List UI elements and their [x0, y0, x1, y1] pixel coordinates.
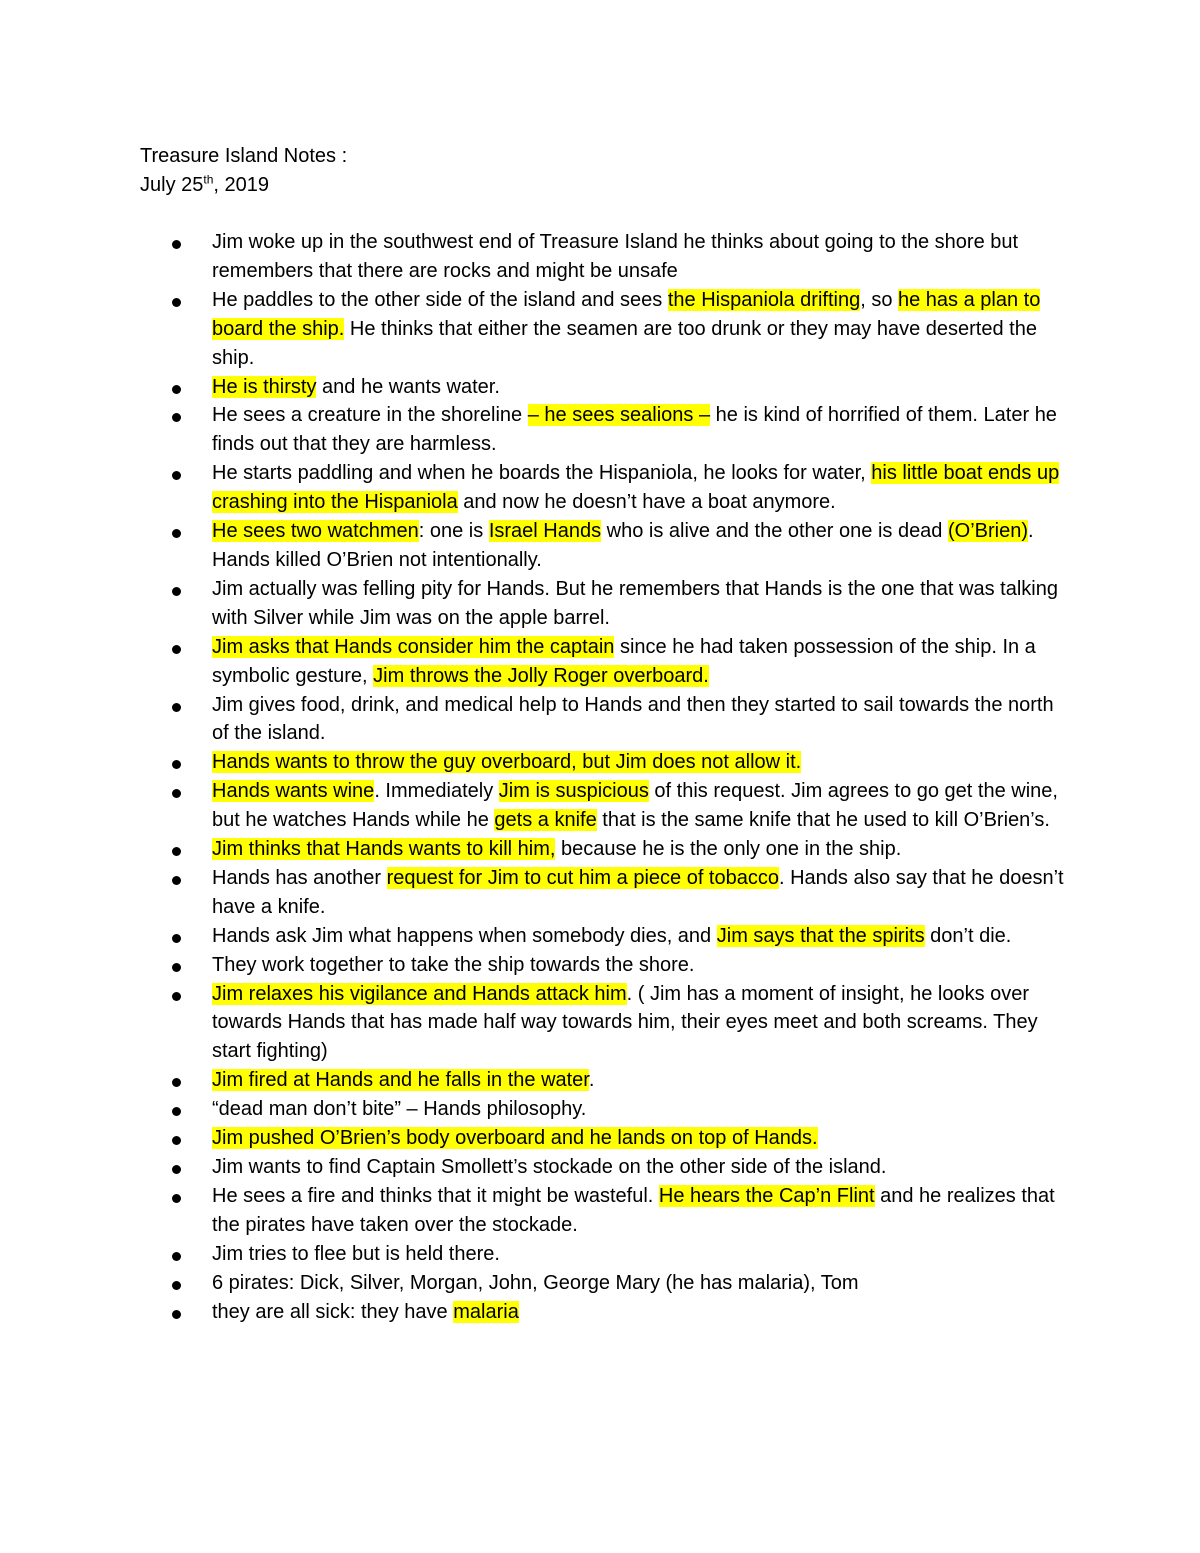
- list-item: [140, 1153, 1070, 1182]
- bullet-icon: [172, 385, 181, 394]
- note-text: don’t die.: [924, 924, 1012, 947]
- highlighted-text: Jim thinks that Hands wants to kill him,: [212, 838, 556, 861]
- note-text: who is alive and the other one is dead: [601, 520, 948, 543]
- note-text: 6 pirates: Dick, Silver, Morgan, John, George Mary (he has malaria), Tom: [212, 1271, 859, 1294]
- list-item: [140, 691, 1070, 749]
- bullet-icon: [172, 413, 181, 422]
- note-text: He starts paddling and when he boards the Hispaniola, he looks for water,: [212, 462, 872, 485]
- bullet-icon: [172, 1310, 181, 1319]
- list-item: [140, 748, 1070, 777]
- highlighted-text: gets a knife: [494, 809, 597, 832]
- highlighted-text: (O’Brien): [948, 520, 1029, 543]
- note-text: He sees a fire and thinks that it might be wasteful.: [212, 1184, 659, 1207]
- highlighted-text: he has a plan to board the ship.: [212, 288, 1041, 340]
- list-item: [140, 1269, 1070, 1298]
- notes-date: [140, 171, 347, 200]
- note-text: and he realizes that the pirates have taken over the stockade.: [212, 1184, 1055, 1236]
- list-item: [140, 951, 1070, 980]
- bullet-icon: [172, 992, 181, 1001]
- list-item: [140, 1240, 1070, 1269]
- bullet-icon: [172, 1252, 181, 1261]
- date-suffix: , 2019: [213, 174, 269, 196]
- list-item: [140, 922, 1070, 951]
- date-superscript: th: [203, 172, 214, 187]
- list-item: [140, 1124, 1070, 1153]
- bullet-icon: [172, 471, 181, 480]
- note-text: that is the same knife that he used to kill O’Brien’s.: [596, 809, 1050, 832]
- list-item: [140, 228, 1070, 286]
- note-text: and now he doesn’t have a boat anymore.: [457, 491, 836, 514]
- note-text: . Hands killed O’Brien not intentionally.: [212, 520, 1034, 571]
- note-text: and he wants water.: [316, 375, 500, 398]
- list-item: [140, 286, 1070, 373]
- highlighted-text: Jim pushed O’Brien’s body overboard and he lands on top of Hands.: [212, 1127, 818, 1150]
- bullet-icon: [172, 876, 181, 885]
- list-item: [140, 633, 1070, 691]
- list-item: [140, 517, 1070, 575]
- list-item: [140, 575, 1070, 633]
- bullet-icon: [172, 529, 181, 538]
- highlighted-text: Jim is suspicious: [498, 780, 649, 803]
- note-text: He paddles to the other side of the island and sees: [212, 288, 668, 311]
- bullet-icon: [172, 1194, 181, 1203]
- page-title: Treasure Island Notes :: [140, 145, 348, 167]
- bullet-icon: [172, 587, 181, 596]
- bullet-icon: [172, 298, 181, 307]
- list-item: [140, 980, 1070, 1067]
- bullet-icon: [172, 847, 181, 856]
- highlighted-text: Hands wants wine: [212, 780, 375, 803]
- note-text: He thinks that either the seamen are too drunk or they may have deserted the ship.: [212, 317, 1037, 369]
- highlighted-text: malaria: [453, 1300, 519, 1323]
- note-text: since he had taken possession of the ship. In a symbolic gesture,: [212, 635, 1036, 687]
- highlighted-text: – he sees sealions –: [527, 404, 711, 427]
- note-text: Hands ask Jim what happens when somebody dies, and: [212, 924, 717, 947]
- highlighted-text: the Hispaniola drifting: [667, 288, 861, 311]
- highlighted-text: Hands wants to throw the guy overboard, but Jim does not allow it.: [212, 751, 802, 774]
- list-item: [140, 777, 1070, 835]
- list-item: [140, 1066, 1070, 1095]
- bullet-icon: [172, 963, 181, 972]
- note-text: they are all sick: they have: [212, 1300, 454, 1323]
- note-text: “dead man don’t bite” – Hands philosophy.: [212, 1098, 587, 1121]
- note-text: .: [588, 1069, 595, 1092]
- highlighted-text: his little boat ends up crashing into the Hispaniola: [212, 462, 1060, 514]
- note-text: Jim gives food, drink, and medical help to Hands and then they started to sail towards the north of the island.: [212, 693, 1054, 745]
- highlighted-text: Jim throws the Jolly Roger overboard.: [373, 664, 709, 687]
- list-item: [140, 1182, 1070, 1240]
- list-item: [140, 1298, 1070, 1327]
- note-text: , so: [860, 288, 898, 311]
- bullet-icon: [172, 645, 181, 654]
- bullet-icon: [172, 703, 181, 712]
- note-text: he is kind of horrified of them. Later he finds out that they are harmless.: [212, 404, 1057, 456]
- highlighted-text: He sees two watchmen: [212, 520, 419, 543]
- note-text: Jim wants to find Captain Smollett’s stockade on the other side of the island.: [212, 1156, 887, 1178]
- list-item: [140, 459, 1070, 517]
- note-text: Hands has another: [212, 866, 387, 889]
- note-text: Jim woke up in the southwest end of Treasure Island he thinks about going to the shore but remembers that there are rocks and might be unsafe: [212, 231, 1019, 282]
- list-item: [140, 401, 1070, 459]
- notes-list: [140, 228, 1070, 1326]
- highlighted-text: Jim asks that Hands consider him the captain: [212, 635, 615, 658]
- note-text: Jim tries to flee but is held there.: [212, 1242, 500, 1265]
- date-prefix: July 25: [140, 174, 204, 196]
- list-item: [140, 373, 1070, 402]
- note-text: Jim actually was felling pity for Hands. But he remembers that Hands is the one that was talking with Silver while Jim was on the apple barrel.: [212, 577, 1058, 629]
- note-text: . ( Jim has a moment of insight, he looks over towards Hands that has made half way towards him, their eyes meet and both screams. They start fighting): [212, 982, 1038, 1063]
- notes-header: [140, 142, 347, 200]
- highlighted-text: Israel Hands: [488, 520, 602, 543]
- note-text: . Immediately: [374, 780, 499, 803]
- note-text: because he is the only one in the ship.: [555, 838, 902, 861]
- note-text: They work together to take the ship towards the shore.: [212, 953, 695, 976]
- bullet-icon: [172, 760, 181, 769]
- bullet-icon: [172, 1107, 181, 1116]
- bullet-icon: [172, 1136, 181, 1145]
- bullet-icon: [172, 1078, 181, 1087]
- list-item: [140, 864, 1070, 922]
- highlighted-text: He hears the Cap’n Flint: [658, 1184, 875, 1207]
- highlighted-text: request for Jim to cut him a piece of tobacco: [386, 866, 779, 889]
- note-text: : one is: [418, 520, 489, 543]
- bullet-icon: [172, 1281, 181, 1290]
- highlighted-text: He is thirsty: [212, 375, 317, 398]
- note-text: He sees a creature in the shoreline: [212, 404, 528, 427]
- bullet-icon: [172, 1165, 181, 1174]
- note-text: . Hands also say that he doesn’t have a knife.: [212, 866, 1064, 918]
- note-text: of this request. Jim agrees to go get the wine, but he watches Hands while he: [212, 780, 1058, 832]
- highlighted-text: Jim relaxes his vigilance and Hands attack him: [212, 982, 627, 1005]
- highlighted-text: Jim says that the spirits: [716, 924, 925, 947]
- highlighted-text: Jim fired at Hands and he falls in the water: [212, 1069, 589, 1092]
- list-item: [140, 835, 1070, 864]
- bullet-icon: [172, 934, 181, 943]
- bullet-icon: [172, 789, 181, 798]
- list-item: [140, 1095, 1070, 1124]
- bullet-icon: [172, 240, 181, 249]
